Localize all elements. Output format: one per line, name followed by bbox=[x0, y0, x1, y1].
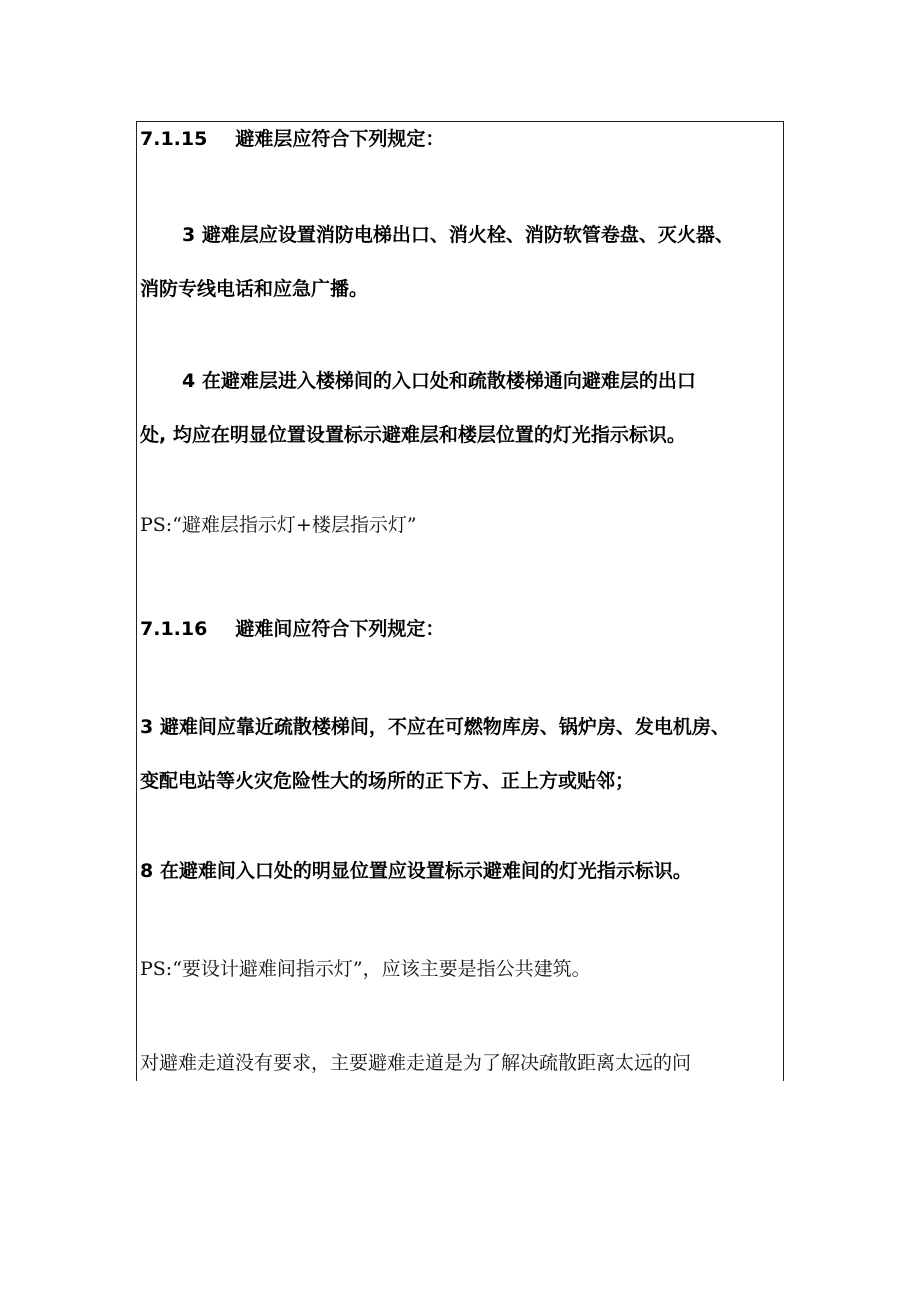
trailing-paragraph bbox=[140, 1048, 784, 1102]
clause-item-line: 消防专线电话和应急广播。 bbox=[140, 278, 369, 300]
clause-item-3 bbox=[140, 712, 784, 820]
clause-number: 7.1.15 bbox=[140, 128, 208, 150]
clause-item-4 bbox=[140, 366, 784, 474]
clause-item-line: 4 在避难层进入楼梯间的入口处和疏散楼梯通向避难层的出口 bbox=[182, 370, 696, 392]
note-text bbox=[140, 954, 784, 1008]
clause-title: 避难间应符合下列规定： bbox=[235, 618, 445, 640]
clause-item-line: 8 在避难间入口处的明显位置应设置标示避难间的灯光指示标识。 bbox=[140, 860, 692, 882]
note-line: PS:“避难层指示灯+楼层指示灯” bbox=[140, 514, 417, 536]
clause-number: 7.1.16 bbox=[140, 618, 208, 640]
clause-title: 避难层应符合下列规定： bbox=[235, 128, 445, 150]
clause-item-line: 3 避难间应靠近疏散楼梯间，不应在可燃物库房、锅炉房、发电机房、 bbox=[140, 716, 730, 738]
clause-item-8 bbox=[140, 856, 784, 910]
clause-heading-7-1-15 bbox=[140, 124, 784, 178]
clause-heading-7-1-16 bbox=[140, 614, 784, 668]
clause-item-line: 变配电站等火灾危险性大的场所的正下方、正上方或贴邻； bbox=[140, 770, 635, 792]
clause-item-line: 处, 均应在明显位置设置标示避难层和楼层位置的灯光指示标识。 bbox=[140, 424, 686, 446]
clause-item-line: 3 避难层应设置消防电梯出口、消火栓、消防软管卷盘、灭火器、 bbox=[182, 224, 734, 246]
clause-item-3 bbox=[140, 220, 784, 328]
note-text bbox=[140, 510, 784, 564]
trailing-line: 对避难走道没有要求，主要避难走道是为了解决疏散距离太远的问 bbox=[140, 1052, 692, 1074]
note-line: PS:“要设计避难间指示灯”，应该主要是指公共建筑。 bbox=[140, 958, 591, 980]
